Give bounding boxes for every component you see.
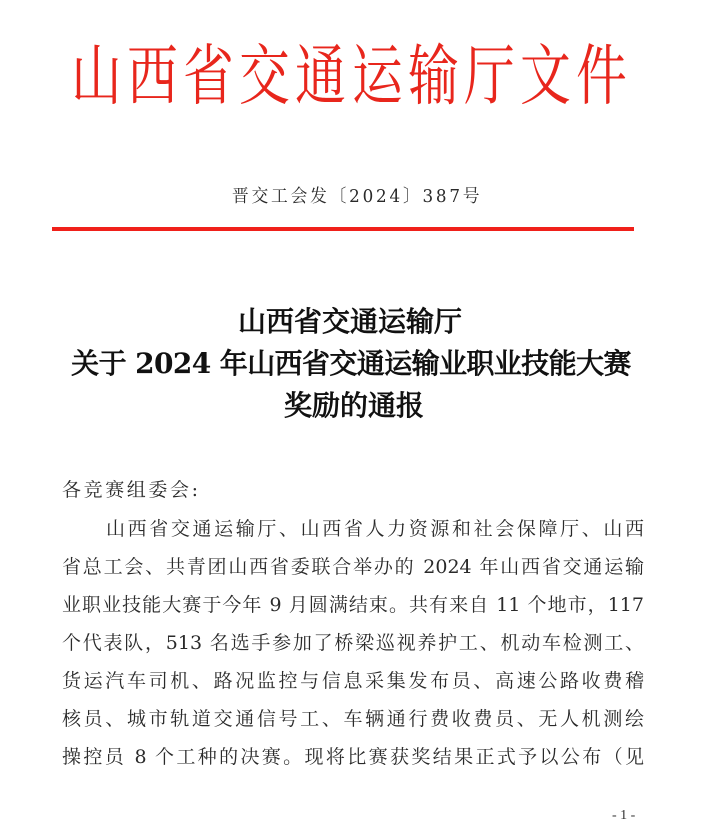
notice-title-line-3: 奖励的通报 bbox=[283, 389, 424, 422]
body-line: 操控员 8 个工种的决赛。现将比赛获奖结果正式予以公布（见 bbox=[62, 746, 644, 768]
notice-title-line-1: 山西省交通运输厅 bbox=[237, 305, 462, 338]
agency-header-title bbox=[66, 34, 626, 118]
salutation: 各竞赛组委会: bbox=[62, 479, 201, 501]
body-line: 核员、城市轨道交通信号工、车辆通行费收费员、无人机测绘 bbox=[62, 708, 644, 730]
header-char: 西 bbox=[127, 36, 178, 115]
header-char: 交 bbox=[239, 36, 291, 115]
header-char: 通 bbox=[295, 36, 347, 115]
body-line: 省总工会、共青团山西省委联合举办的 2024 年山西省交通运输 bbox=[62, 556, 644, 578]
header-char: 输 bbox=[407, 36, 459, 115]
header-char: 运 bbox=[351, 36, 403, 115]
body-line: 个代表队，513 名选手参加了桥梁巡视养护工、机动车检测工、 bbox=[62, 632, 644, 654]
body-line: 业职业技能大赛于今年 9 月圆满结束。共有来自 11 个地市，117 bbox=[62, 594, 644, 616]
header-char: 省 bbox=[183, 36, 235, 115]
body-line: 山西省交通运输厅、山西省人力资源和社会保障厅、山西 bbox=[106, 518, 644, 540]
header-char: 文 bbox=[519, 36, 571, 115]
page-number: - 1 - bbox=[612, 808, 636, 823]
notice-title-line-2: 关于 2024 年山西省交通运输业职业技能大赛 bbox=[71, 347, 631, 380]
header-char: 山 bbox=[70, 36, 122, 115]
body-line: 货运汽车司机、路况监控与信息采集发布员、高速公路收费稽 bbox=[62, 670, 644, 692]
header-char: 厅 bbox=[463, 36, 515, 115]
red-divider-line bbox=[52, 227, 634, 231]
header-char: 件 bbox=[575, 36, 627, 115]
document-number: 晋交工会发〔2024〕387号 bbox=[232, 186, 483, 207]
